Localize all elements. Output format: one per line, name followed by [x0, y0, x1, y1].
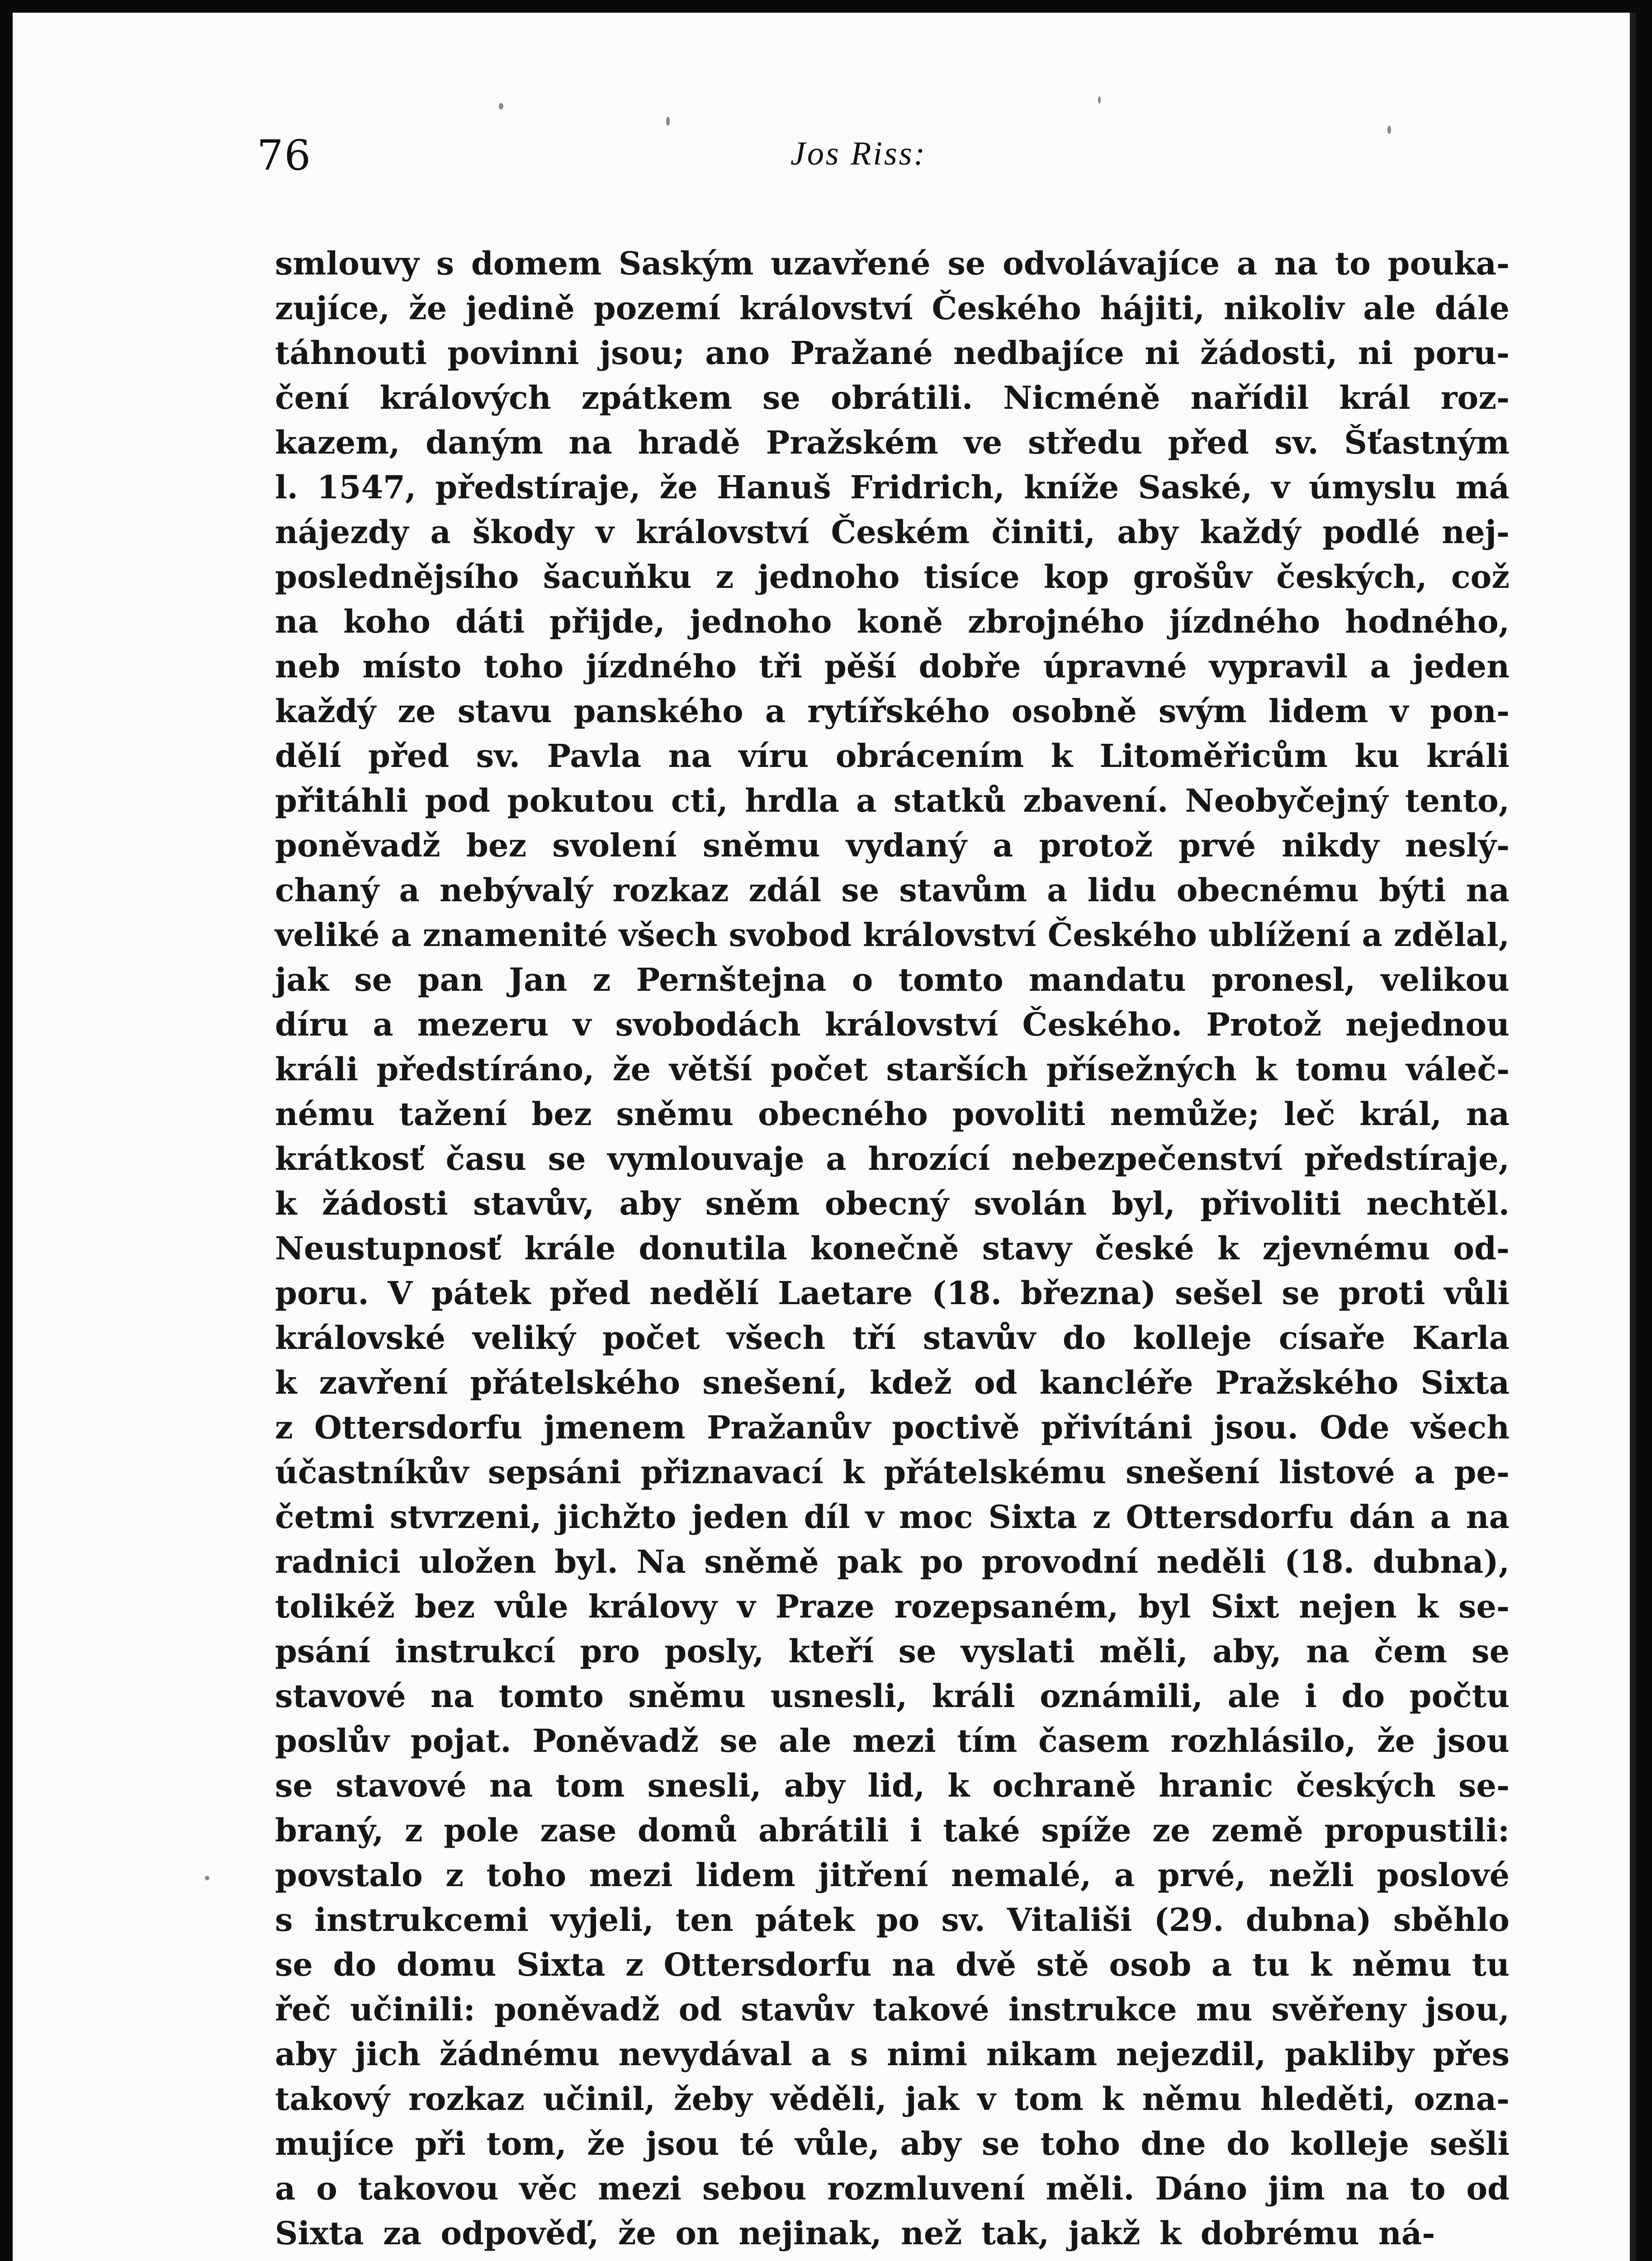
paper-speck	[1098, 96, 1101, 104]
text-line: neb místo toho jízdného tři pěší dobře úpravné vypravil a jeden	[275, 648, 1510, 685]
text-line: četmi stvrzeni, jichžto jeden díl v moc Sixta z Ottersdorfu dán a na	[275, 1498, 1510, 1536]
text-line: k žádosti stavův, aby sněm obecný svolán byl, přivoliti nechtěl.	[275, 1185, 1510, 1222]
paper-speck	[499, 103, 503, 109]
paper-speck	[1387, 126, 1391, 134]
text-line: k zavření přátelského snešení, kdež od kancléře Pražského Sixta	[275, 1364, 1510, 1401]
text-line: Sixta za odpověď, že on nejinak, než tak, jakž k dobrému ná-	[275, 2214, 1435, 2252]
text-line: poru. V pátek před nedělí Laetare (18. března) sešel se proti vůli	[275, 1274, 1510, 1312]
text-line: přitáhli pod pokutou cti, hrdla a statků zbavení. Neobyčejný tento,	[275, 782, 1510, 819]
text-line: nému tažení bez sněmu obecného povoliti nemůže; leč král, na	[275, 1095, 1510, 1133]
text-line: psání instrukcí pro posly, kteří se vyslati měli, aby, na čem se	[275, 1632, 1510, 1670]
text-line: stavové na tomto sněmu usnesli, králi oznámili, ale i do počtu	[275, 1677, 1510, 1715]
text-line: králi předstíráno, že větší počet starších přísežných k tomu váleč-	[275, 1050, 1510, 1088]
running-head: Jos Riss:	[790, 135, 927, 172]
text-line: dělí před sv. Pavla na víru obrácením k Litoměřicům ku králi	[275, 737, 1510, 775]
paper-speck	[205, 1876, 209, 1880]
text-line: poslednějsího šacuňku z jednoho tisíce kop grošův českých, což	[275, 558, 1510, 596]
text-line: braný, z pole zase domů abrátili i také spíže ze země propustili:	[275, 1812, 1510, 1849]
text-line: se do domu Sixta z Ottersdorfu na dvě stě osob a tu k němu tu	[275, 1946, 1510, 1983]
text-line: poslův pojat. Poněvadž se ale mezi tím časem rozhlásilo, že jsou	[275, 1722, 1510, 1760]
paper-speck	[666, 117, 670, 126]
text-line: účastníkův sepsáni přiznavací k přátelskému snešení listové a pe-	[275, 1453, 1510, 1491]
text-line: krátkosť času se vymlouvaje a hrozící nebezpečenství předstíraje,	[275, 1140, 1510, 1178]
text-line: a o takovou věc mezi sebou rozmluvení měli. Dáno jim na to od	[275, 2170, 1510, 2207]
text-line: každý ze stavu panského a rytířského osobně svým lidem v pon-	[275, 692, 1510, 730]
text-line: na koho dáti přijde, jednoho koně zbrojného jízdného hodného,	[275, 603, 1510, 640]
text-line: řeč učinili: poněvadž od stavův takové instrukce mu svěřeny jsou,	[275, 1991, 1510, 2028]
text-line: královské veliký počet všech tří stavův do kolleje císaře Karla	[275, 1319, 1510, 1357]
text-line: z Ottersdorfu jmenem Pražanův poctivě přivítáni jsou. Ode všech	[275, 1409, 1510, 1446]
text-line: poněvadž bez svolení sněmu vydaný a protož prvé nikdy neslý-	[275, 827, 1510, 864]
text-line: mujíce při tom, že jsou té vůle, aby se toho dne do kolleje sešli	[275, 2125, 1510, 2162]
text-line: aby jich žádnému nevydával a s nimi nikam nejezdil, pakliby přes	[275, 2035, 1510, 2073]
text-line: jak se pan Jan z Pernštejna o tomto mandatu pronesl, velikou	[275, 961, 1510, 998]
text-line: zujíce, že jedině pozemí království Českého hájiti, nikoliv ale dále	[275, 289, 1510, 327]
text-line: radnici uložen byl. Na sněmě pak po provodní neděli (18. dubna),	[275, 1543, 1510, 1580]
book-page	[13, 13, 1636, 2261]
text-line: smlouvy s domem Saským uzavřené se odvolávajíce a na to pouka-	[275, 245, 1510, 282]
text-line: veliké a znamenité všech svobod království Českého ublížení a zdělal,	[275, 916, 1510, 954]
text-line: takový rozkaz učinil, žeby věděli, jak v tom k němu hleděti, ozna-	[275, 2080, 1510, 2118]
text-line: povstalo z toho mezi lidem jitření nemalé, a prvé, nežli poslové	[275, 1856, 1510, 1894]
text-line: tolikéž bez vůle královy v Praze rozepsaném, byl Sixt nejen k se-	[275, 1588, 1510, 1625]
body-text	[275, 241, 1510, 2256]
text-line: l. 1547, předstíraje, že Hanuš Fridrich, kníže Saské, v úmyslu má	[275, 468, 1510, 506]
text-line: chaný a nebývalý rozkaz zdál se stavům a lidu obecnému býti na	[275, 871, 1510, 909]
text-line: nájezdy a škody v království Českém činiti, aby každý podlé nej-	[275, 513, 1510, 551]
text-line: čení králových zpátkem se obrátili. Nicméně nařídil král roz-	[275, 379, 1510, 416]
text-line: táhnouti povinni jsou; ano Pražané nedbajíce ni žádosti, ni poru-	[275, 334, 1510, 372]
text-line: kazem, daným na hradě Pražském ve středu před sv. Šťastným	[275, 424, 1510, 461]
page-number: 76	[257, 131, 312, 180]
text-line: se stavové na tom snesli, aby lid, k ochraně hranic českých se-	[275, 1767, 1510, 1804]
text-line: díru a mezeru v svobodách království Českého. Protož nejednou	[275, 1006, 1510, 1043]
text-line: s instrukcemi vyjeli, ten pátek po sv. Vitališi (29. dubna) sběhlo	[275, 1901, 1510, 1939]
text-line: Neustupnosť krále donutila konečně stavy české k zjevnému od-	[275, 1230, 1510, 1267]
